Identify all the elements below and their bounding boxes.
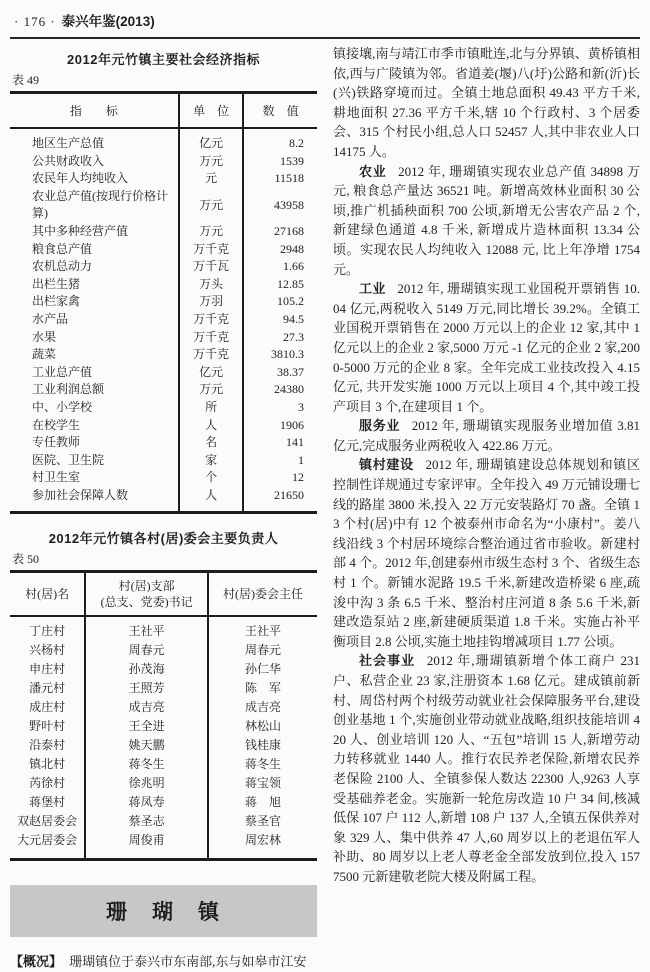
- table-cell: 水果: [10, 329, 179, 347]
- table-row: [10, 452, 317, 470]
- table-cell: 丁庄村: [10, 616, 85, 641]
- table-cell: 成吉亮: [85, 698, 208, 717]
- table-cell: 万元: [179, 223, 243, 241]
- table-row: [10, 241, 317, 259]
- table-cell: 万元: [179, 188, 243, 223]
- table-cell: 27168: [274, 223, 304, 238]
- paragraph-lead: 农业: [359, 163, 387, 179]
- table-cell: 农民年人均纯收入: [10, 170, 179, 188]
- table50: [10, 570, 317, 861]
- table-cell: 3810.3: [271, 347, 304, 362]
- section-banner: [10, 885, 317, 937]
- table-cell: 1539: [280, 153, 304, 168]
- table-cell: 人: [179, 487, 243, 513]
- section-title: 珊 瑚 镇: [106, 901, 221, 925]
- table-cell: 元: [179, 170, 243, 188]
- table-cell: 个: [179, 469, 243, 487]
- table-cell: 周宏林: [244, 833, 281, 848]
- table-cell: 孙仁华: [244, 662, 281, 677]
- paragraph-lead: 工业: [359, 281, 386, 297]
- table49: [10, 91, 317, 514]
- book-title: 泰兴年鉴(2013): [61, 14, 155, 29]
- table-row: [10, 188, 317, 223]
- table-cell: 蔡圣官: [244, 814, 281, 829]
- table-cell: 王全进: [85, 717, 208, 736]
- table-cell: 蒋凤寿: [85, 793, 208, 812]
- table-cell: 周春元: [85, 641, 208, 660]
- table-cell: 亿元: [179, 364, 243, 382]
- table-cell: 蒋冬生: [244, 757, 281, 772]
- table-row: [10, 469, 317, 487]
- table-row: [10, 258, 317, 276]
- table-cell: 粮食总产值: [10, 241, 179, 259]
- table-row: [10, 717, 317, 736]
- table-row: [10, 153, 317, 171]
- table-cell: 公共财政收入: [10, 153, 179, 171]
- table-cell: 人: [179, 417, 243, 435]
- table49-label: 表 49: [12, 73, 40, 87]
- table-row: [10, 487, 317, 513]
- article-continuation-paragraph: 镇接壤,南与靖江市季市镇毗连,北与分界镇、黄桥镇相依,西与广陵镇为邻。省道姜(堰)八(圩)公路和新(沂)长(兴)铁路穿境而过。全镇土地总面积 49.43 平方千米,耕地面积 27.36 平方千米,辖 10 个行政村、3 个居委会、315 个村民小组,总人口 52457 人,其中非农业人口 14175 人。: [333, 46, 640, 159]
- table-cell: 蒋堡村: [10, 793, 85, 812]
- table-cell: 万千瓦: [179, 258, 243, 276]
- left-column: [10, 41, 317, 972]
- table50-col-secretary-line1: 村(居)支部: [118, 579, 175, 594]
- table-cell: 王照芳: [85, 679, 208, 698]
- table-cell: 万羽: [179, 293, 243, 311]
- page-number: · 176 ·: [14, 14, 56, 29]
- table-row: [10, 641, 317, 660]
- table-cell: 农机总动力: [10, 258, 179, 276]
- table-cell: 24380: [274, 382, 304, 397]
- table-cell: 万头: [179, 276, 243, 294]
- table-row: [10, 616, 317, 641]
- table-cell: 姚天鹏: [85, 736, 208, 755]
- table50-col-village: 村(居)名: [10, 572, 85, 617]
- table-cell: 12.85: [277, 276, 304, 291]
- table-cell: 出栏家禽: [10, 293, 179, 311]
- table49-col-indicator: 指 标: [10, 93, 179, 129]
- table50-header-row: [10, 572, 317, 617]
- table-cell: 钱桂康: [244, 738, 281, 753]
- table-row: [10, 346, 317, 364]
- table-row: [10, 293, 317, 311]
- table-cell: 蒋冬生: [85, 755, 208, 774]
- table-cell: 1906: [280, 417, 304, 432]
- table-cell: 芮徐村: [10, 774, 85, 793]
- table-cell: 王社平: [85, 616, 208, 641]
- table-cell: 蔬菜: [10, 346, 179, 364]
- table-row: [10, 381, 317, 399]
- table-row: [10, 170, 317, 188]
- table-cell: 8.2: [289, 136, 304, 150]
- table-cell: 陈 军: [244, 681, 281, 696]
- table-cell: 徐兆明: [85, 774, 208, 793]
- table-row: [10, 736, 317, 755]
- table50-title: 2012年元竹镇各村(居)委会主要负责人: [48, 531, 279, 547]
- table-cell: 中、小学校: [10, 399, 179, 417]
- table49-header-row: [10, 93, 317, 129]
- table-cell: 105.2: [277, 294, 304, 309]
- table-cell: 万千克: [179, 311, 243, 329]
- table-cell: 万千克: [179, 346, 243, 364]
- table-cell: 万千克: [179, 241, 243, 259]
- table-cell: 出栏生猪: [10, 276, 179, 294]
- overview-text: 珊瑚镇位于泰兴市东南部,东与如皋市江安: [69, 954, 307, 970]
- table-cell: 21650: [274, 487, 304, 502]
- table-cell: 参加社会保障人数: [10, 487, 179, 513]
- table-cell: 蒋 旭: [244, 795, 281, 810]
- table-row: [10, 660, 317, 679]
- table-cell: 2948: [280, 241, 304, 256]
- table-row: [10, 831, 317, 860]
- table-cell: 万元: [179, 153, 243, 171]
- table-cell: 林松山: [244, 719, 281, 734]
- table-cell: 潘元村: [10, 679, 85, 698]
- table50-col-director: 村(居)委会主任: [208, 572, 317, 617]
- table-cell: 蒋宝领: [244, 776, 281, 791]
- article-paragraph: 农业 2012 年, 珊瑚镇实现农业总产值 34898 万元, 粮食总产量达 36521 吨。新增高效林业面积 30 公顷,推广机插秧面积 700 公顷,新增无公害农产品 2 个,新建绿色通道 4.8 千米, 新增成片造林面积 13.34 公顷。实现农民人均纯收入 12088 元, 比上年净增 1754 元。: [333, 163, 640, 277]
- article-paragraph: 工业 2012 年, 珊瑚镇实现工业国税开票销售 10.04 亿元,两税收入 5149 万元,同比增长 39.2%。全镇工业国税开票销售在 2000 万元以上的企业 12 家,其中 1 亿元以上的企业 2 家,5000 万元 -1 亿元的企业 2 家,2000-5000 万元的企业 8 家。全年完成工业技改投入 4.15 亿元, 共开发实施 1000 万元以上项目 4 个,其中竣工投产项目 3 个,在建项目 1 个。: [333, 281, 640, 414]
- table-cell: 38.37: [277, 364, 304, 379]
- table-cell: 工业总产值: [10, 364, 179, 382]
- table-row: [10, 755, 317, 774]
- table49-title: 2012年元竹镇主要社会经济指标: [67, 52, 260, 67]
- overview-label: 【概况】: [10, 954, 63, 970]
- article-paragraph: 镇村建设 2012 年, 珊瑚镇建设总体规划和镇区控制性详规通过专家评审。全年投入 49 万元铺设珊七线的路崖 3800 米,投入 22 万元安装路灯 70 盏。全镇 13 个村(居)中有 12 个被泰州市命名为“小康村”。姜八线沿线 3 个村居环境综合整治通过省市验收。新建村部 4 个。2012 年,创建泰州市级生态村 3 个、省级生态村 1 个。新铺水泥路 19.5 千米,新建改造桥梁 6 座,疏浚中沟 3 条 6.5 千米、整治村庄河道 8 条 5.6 千米,新建改造泵站 2 座,新建硬质渠道 1.8 千米。实施占补平衡项目 2.8 公顷,实施土地挂钩增减项目 1.77 公顷。: [333, 457, 640, 649]
- table-cell: 所: [179, 399, 243, 417]
- table-cell: 141: [286, 435, 304, 450]
- table-row: [10, 128, 317, 153]
- two-column-layout: [10, 41, 640, 972]
- table-cell: 94.5: [283, 311, 304, 326]
- table-cell: 王社平: [244, 624, 281, 639]
- table-row: [10, 679, 317, 698]
- table-row: [10, 364, 317, 382]
- table-cell: 双赵居委会: [10, 812, 85, 831]
- table-cell: 万元: [179, 381, 243, 399]
- table-cell: 1.66: [283, 259, 304, 274]
- table-row: [10, 774, 317, 793]
- table-row: [10, 329, 317, 347]
- paragraph-lead: 社会事业: [359, 653, 416, 669]
- table-cell: 亿元: [179, 128, 243, 153]
- table-cell: 成吉亮: [244, 700, 281, 715]
- table-cell: 其中多种经营产值: [10, 223, 179, 241]
- table-cell: 万千克: [179, 329, 243, 347]
- table50-col-secretary: [85, 572, 208, 617]
- table49-col-value: 数 值: [243, 93, 317, 129]
- table-row: [10, 223, 317, 241]
- table-cell: 沿泰村: [10, 736, 85, 755]
- table-cell: 野叶村: [10, 717, 85, 736]
- table-cell: 在校学生: [10, 417, 179, 435]
- table-cell: 43958: [274, 197, 304, 212]
- table-row: [10, 276, 317, 294]
- table-cell: 家: [179, 452, 243, 470]
- table-cell: 周俊甫: [85, 831, 208, 860]
- table-cell: 申庄村: [10, 660, 85, 679]
- table50-label: 表 50: [12, 552, 40, 567]
- paragraph-lead: 镇村建设: [359, 457, 414, 473]
- article-paragraph: 社会事业 2012 年,珊瑚镇新增个体工商户 231 户、私营企业 23 家,注册资本 1.68 亿元。建成镇前新村、周岱村两个村级劳动就业社会保障服务平台,建设创业基地 1 个,实施创业带动就业战略,组织技能培训 420 人、创业培训 120 人、“五包”培训 15 人,新增劳动力转移就业 1440 人。推行农民养老保险,新增农民养老保险 2100 人、全镇参保人数达 22300 人,9263 人享受基础养老金。实施新一轮危房改造 10 户 34 间,核减低保 107 户 112 人,新增 108 户 137 人,全镇五保供养对象 329 人、集中供养 47 人,60 周岁以上的老退伍军人补助、80 周岁以上老人尊老金全部发放到位,投入 1577500 元新建敬老院大楼及附属工程。: [333, 653, 640, 884]
- overview-paragraph: [10, 952, 317, 972]
- table-cell: 水产品: [10, 311, 179, 329]
- table50-col-secretary-line2: (总支、党委)书记: [100, 595, 193, 610]
- table-cell: 周春元: [244, 643, 281, 658]
- table-cell: 专任教师: [10, 434, 179, 452]
- table-cell: 孙茂海: [85, 660, 208, 679]
- table-row: [10, 399, 317, 417]
- article-paragraph: 服务业 2012 年, 珊瑚镇实现服务业增加值 3.81 亿元,完成服务业两税收入 422.86 万元。: [333, 418, 640, 453]
- table-cell: 1: [298, 452, 304, 467]
- table-cell: 工业利润总额: [10, 381, 179, 399]
- table-row: [10, 434, 317, 452]
- table-cell: 蔡圣志: [85, 812, 208, 831]
- table-row: [10, 793, 317, 812]
- table-row: [10, 311, 317, 329]
- table-cell: 大元居委会: [10, 831, 85, 860]
- page-header: [10, 6, 640, 39]
- table-row: [10, 417, 317, 435]
- paragraph-lead: 服务业: [359, 418, 401, 434]
- table-cell: 成庄村: [10, 698, 85, 717]
- table-cell: 11518: [274, 171, 304, 186]
- table-cell: 村卫生室: [10, 469, 179, 487]
- table-cell: 农业总产值(按现行价格计算): [10, 188, 179, 223]
- table-cell: 名: [179, 434, 243, 452]
- table-cell: 12: [292, 470, 304, 485]
- table-row: [10, 812, 317, 831]
- table-cell: 镇北村: [10, 755, 85, 774]
- table-cell: 3: [298, 399, 304, 414]
- article-column: [333, 41, 640, 972]
- table-cell: 地区生产总值: [10, 128, 179, 153]
- table-cell: 兴杨村: [10, 641, 85, 660]
- table49-col-unit: 单 位: [179, 93, 243, 129]
- table-cell: 27.3: [283, 329, 304, 344]
- table-cell: 医院、卫生院: [10, 452, 179, 470]
- table-row: [10, 698, 317, 717]
